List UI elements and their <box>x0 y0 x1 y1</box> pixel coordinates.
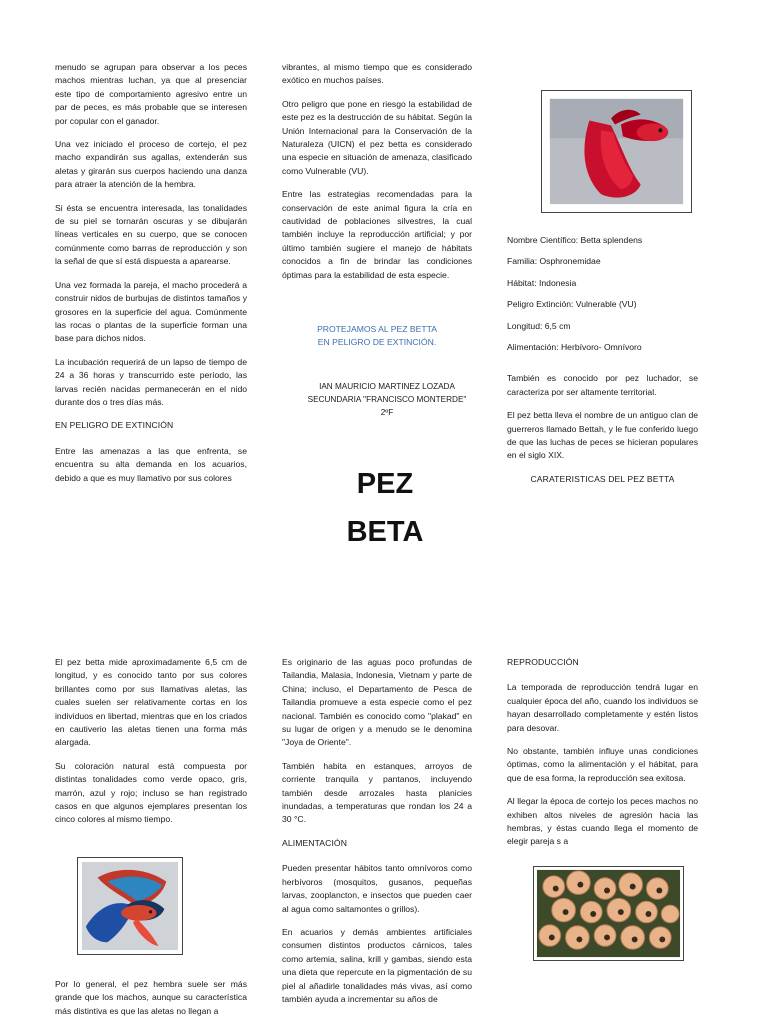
title-line-2: BETA <box>346 516 424 548</box>
paragraph: La incubación requerirá de un lapso de tiempo de 24 a 36 horas y transcurrido este período, las larvas recién nacidas permanecerán en el nido durante dos o tres días más. <box>55 356 247 407</box>
paragraph: También habita en estanques, arroyos de corriente tranquila y pantanos, incluyendo también desde arrozales hasta planicies inundadas, a temperaturas que rondan los 24 a 30 °C. <box>282 760 472 825</box>
page1-column-1 <box>55 61 247 495</box>
paragraph: menudo se agrupan para observar a los peces machos mientras luchan, ya que al presenciar este tipo de comportamiento agresivo entre un par de peces, es más probable que se interesen por copular con el ganador. <box>55 62 247 126</box>
paragraph: Por lo general, el pez hembra suele ser más grande que los machos, aunque su característica más distintiva es que las aletas no llegan a <box>55 979 247 1016</box>
fact-extinction-risk: Peligro Extinción: Vulnerable (VU) <box>507 299 637 310</box>
paragraph: Entre las estrategias recomendadas para la conservación de este animal figura la cría en cautividad de poblaciones silvestres, la cual también incluye la reproducción artificial; y por último también sugiere el manejo de hábitats conocidos a fin de brindar las condiciones óptimas para la estabilidad de esta especie. <box>282 189 472 280</box>
section-heading: EN PELIGRO DE EXTINCIÓN <box>55 420 174 431</box>
paragraph: La temporada de reproducción tendrá lugar en cualquier época del año, cuando los individuos se hayan desarrollado completamente y estén listos para desovar. <box>507 682 698 733</box>
author-name: IAN MAURICIO MARTINEZ LOZADA <box>319 382 455 391</box>
fact-scientific-name: Nombre Científico: Betta splendens <box>507 235 643 245</box>
page2-column-3 <box>507 656 698 859</box>
page2-column-2 <box>282 656 472 1016</box>
author-grade: 2ºF <box>380 408 394 417</box>
paragraph: Una vez formada la pareja, el macho procederá a construir nidos de burbujas de distintos tamaños y grosores en la superficie del agua. Comúnmente las rocas o plantas de la superficie forman una base para dichos nidos. <box>55 279 247 344</box>
paragraph: El pez betta mide aproximadamente 6,5 cm de longitud, y es conocido tanto por sus colores brillantes como por sus llamativas aletas, las cuales suelen ser relativamente cortas en los individuos en libertad, mientras que en los criados en cautiverio las aletas tienen una forma más alargada. <box>55 657 247 748</box>
author-school: SECUNDARIA "FRANCISCO MONTERDE" <box>307 395 467 404</box>
paragraph: vibrantes, al mismo tiempo que es considerado exótico en muchos países. <box>282 62 472 86</box>
blue-red-betta-photo <box>77 857 183 955</box>
fact-length: Longitud: 6,5 cm <box>507 320 571 331</box>
section-heading: CARATERISTICAS DEL PEZ BETTA <box>530 473 675 484</box>
paragraph: Pueden presentar hábitos tanto omnívoros como herbívoros (mosquitos, gusanos, pequeñas larvas, zooplancton, e insectos que pueden caer al agua como saltamontes o grillos). <box>282 863 472 914</box>
title-line-1: PEZ <box>356 468 414 500</box>
slogan-line: EN PELIGRO DE EXTINCIÓN. <box>317 337 437 347</box>
paragraph: El pez betta lleva el nombre de un antiguo clan de guerreros llamado Bettah, y le fue conferido luego de que las luchas de peces se hicieran populares en el siglo XIX. <box>507 410 698 461</box>
author-block <box>282 380 492 419</box>
section-heading: ALIMENTACIÓN <box>282 837 348 848</box>
fact-habitat: Hábitat: Indonesia <box>507 277 577 288</box>
paragraph: Entre las amenazas a las que enfrenta, se encuentra su alta demanda en los acuarios, debido a que es muy llamativo por sus colores <box>55 445 247 483</box>
slogan-line: PROTEJAMOS AL PEZ BETTA <box>317 324 437 334</box>
betta-eggs-photo <box>533 866 684 961</box>
paragraph: En acuarios y demás ambientes artificiales consumen distintos productos cárnicos, tales como artemia, salina, krill y gambas, siendo esta una dieta que repercute en la pigmentación de su piel al añadirle tonalidades más vivas, así como también ayuda a incrementar su años de <box>282 926 472 1004</box>
paragraph: No obstante, también influye unas condiciones óptimas, como la alimentación y el hábitat, para que de esa forma, la reproducción sea exitosa. <box>507 746 698 783</box>
paragraph: Otro peligro que pone en riesgo la estabilidad de este pez es la destrucción de su hábitat. Según la Unión Internacional para la Conservación de la Naturaleza (UICN) el pez betta es considerado una especie en situación de amenaza, clasificado como Vulnerable (VU). <box>282 98 472 176</box>
paragraph: Su coloración natural está compuesta por distintas tonalidades como verde opaco, gris, marrón, azul y rojo; incluso se han registrado casos en que algunos ejemplares presentan los cinco colores al mismo tiempo. <box>55 760 247 825</box>
red-betta-photo <box>541 90 692 213</box>
paragraph: También es conocido por pez luchador, se caracteriza por ser altamente territorial. <box>507 373 698 397</box>
page1-column-3 <box>507 234 698 498</box>
paragraph: Es originario de las aguas poco profundas de Tailandia, Malasia, Indonesia, Vietnam y parte de China; incluso, el Departamento de Pesca de Tailandia promueve a esta especie como el pez nacional. También es conocido como "plakad" en su lugar de origen y a menudo se le denomina "Joya de Oriente". <box>282 657 472 748</box>
paragraph: Al llegar la época de cortejo los peces machos no exhiben altos niveles de agresión hacia las hembras, y éstas cuando llega el momento de elegir pareja s a <box>507 796 698 847</box>
paragraph: Si ésta se encuentra interesada, las tonalidades de su piel se tornarán oscuras y se dibujarán líneas verticales en su cuerpo, que se conocen comúnmente como barras de reproducción y son la señal de que sí está dispuesta a aparearse. <box>55 202 247 267</box>
page1-column-2 <box>282 61 472 292</box>
fact-family: Familia: Osphronemidae <box>507 256 601 267</box>
slogan <box>282 323 472 349</box>
page2-column-1 <box>55 656 247 837</box>
page2-column-1-bottom <box>55 978 247 1028</box>
fact-diet: Alimentación: Herbívoro- Omnívoro <box>507 342 642 353</box>
section-heading: REPRODUCCIÓN <box>507 657 579 667</box>
paragraph: Una vez iniciado el proceso de cortejo, el pez macho expandirán sus agallas, extenderán sus aletas y girarán sus cuerpos haciendo una danza para atraer la atención de la hembra. <box>55 139 247 190</box>
